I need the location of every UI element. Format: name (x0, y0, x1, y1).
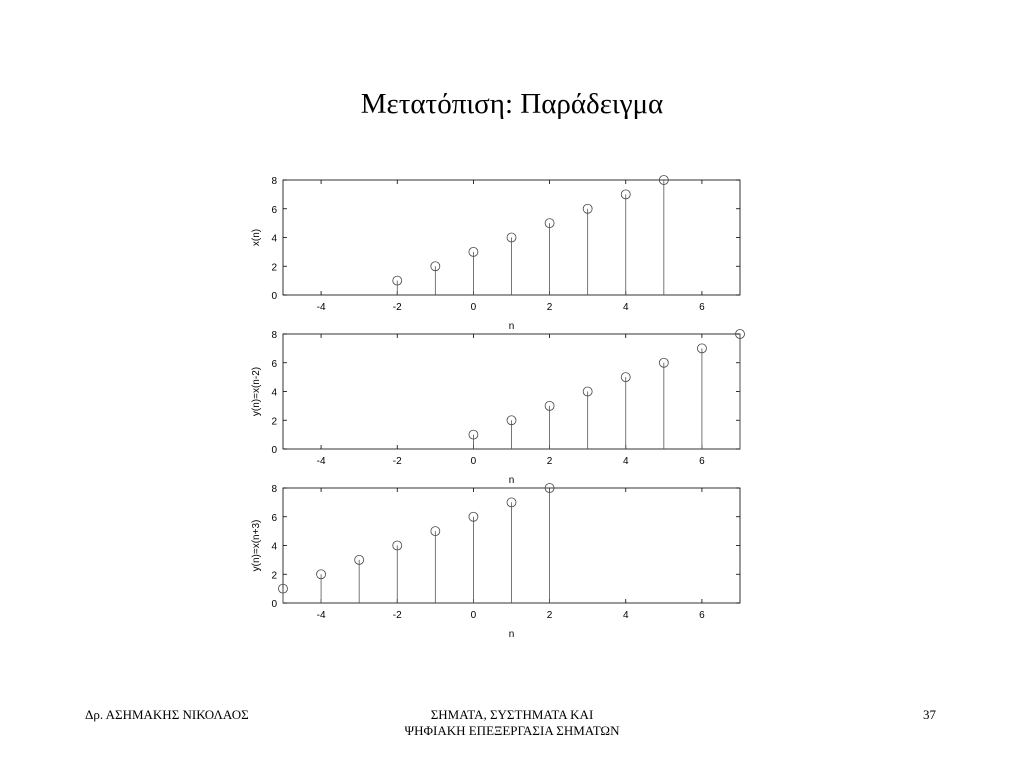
y-tick-label: 2 (271, 262, 277, 274)
y-axis-label: x(n) (251, 228, 262, 247)
y-tick-label: 6 (271, 512, 277, 524)
x-tick-label: 6 (699, 610, 705, 621)
x-tick-label: 6 (699, 302, 705, 313)
stem-plot-3 (251, 484, 740, 641)
x-tick-label: 0 (470, 302, 477, 313)
x-tick-label: -2 (392, 456, 402, 467)
y-tick-label: 4 (271, 387, 277, 399)
footer-author: Δρ. ΑΣΗΜΑΚΗΣ ΝΙΚΟΛΑΟΣ (85, 707, 249, 722)
x-tick-label: 4 (622, 610, 629, 621)
x-tick-label: 0 (470, 456, 477, 467)
x-tick-label: -4 (316, 302, 326, 313)
stem-plot-1 (251, 176, 740, 333)
x-tick-label: 4 (622, 302, 629, 313)
x-tick-label: -2 (392, 302, 402, 313)
y-tick-label: 2 (271, 570, 277, 582)
y-tick-label: 8 (271, 176, 277, 187)
y-tick-label: 0 (271, 445, 277, 456)
footer-page-number: 37 (923, 707, 936, 722)
stem-plot-2 (251, 330, 745, 487)
footer-course-line-1: ΣΗΜΑΤΑ, ΣΥΣΤΗΜΑΤΑ ΚΑΙ (430, 707, 594, 722)
x-tick-label: 2 (546, 610, 553, 621)
footer-course-title (312, 707, 712, 739)
slide-title: Μετατόπιση: Παράδειγμα (360, 88, 664, 120)
y-tick-label: 0 (271, 599, 277, 610)
x-tick-label: -4 (316, 610, 326, 621)
y-tick-label: 8 (271, 484, 277, 495)
x-tick-label: 4 (622, 456, 629, 467)
x-tick-label: 6 (699, 456, 705, 467)
x-tick-label: 0 (470, 610, 477, 621)
y-tick-label: 6 (271, 204, 277, 216)
y-axis-label: y(n)=x(n-2) (251, 366, 262, 417)
x-axis-label: n (508, 475, 515, 486)
x-axis-label: n (508, 321, 515, 332)
y-tick-label: 0 (271, 291, 277, 302)
x-tick-label: -4 (316, 456, 326, 467)
y-tick-label: 8 (271, 330, 277, 341)
x-tick-label: 2 (546, 302, 553, 313)
footer-course-line-2: ΨΗΦΙΑΚΗ ΕΠΕΞΕΡΓΑΣΙΑ ΣΗΜΑΤΩΝ (404, 723, 620, 738)
y-tick-label: 4 (271, 233, 277, 245)
x-tick-label: 2 (546, 456, 553, 467)
y-tick-label: 6 (271, 358, 277, 370)
y-tick-label: 2 (271, 416, 277, 428)
y-axis-label: y(n)=x(n+3) (251, 519, 262, 572)
x-tick-label: -2 (392, 610, 402, 621)
y-tick-label: 4 (271, 541, 277, 553)
x-axis-label: n (508, 629, 515, 640)
